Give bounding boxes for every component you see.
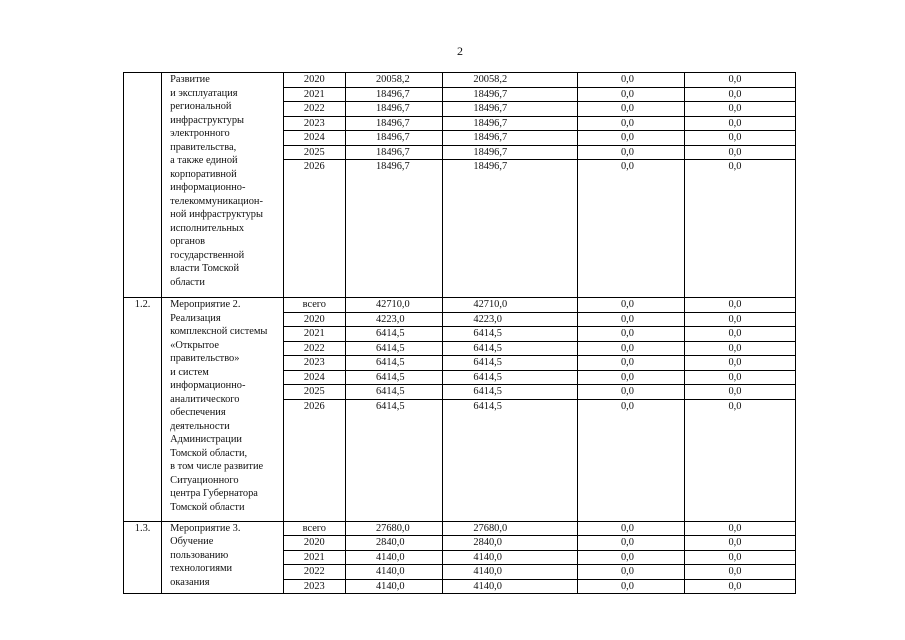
regional-budget-cell: 18496,7 xyxy=(443,145,578,160)
other-sources-cell: 0,0 xyxy=(685,579,796,594)
year-cell: 2023 xyxy=(283,579,345,594)
total-cell: 18496,7 xyxy=(345,102,442,117)
federal-budget-cell: 0,0 xyxy=(577,356,684,371)
item-number-cell: 1.3. xyxy=(124,521,162,594)
other-sources-cell: 0,0 xyxy=(685,385,796,400)
federal-budget-cell: 0,0 xyxy=(577,145,684,160)
regional-budget-cell: 4140,0 xyxy=(443,550,578,565)
other-sources-cell: 0,0 xyxy=(685,536,796,551)
other-sources-cell: 0,0 xyxy=(685,312,796,327)
table-row xyxy=(124,298,796,313)
year-cell: 2026 xyxy=(283,399,345,521)
total-cell: 6414,5 xyxy=(345,370,442,385)
total-cell: 6414,5 xyxy=(345,341,442,356)
item-name-cell: Мероприятие 3. Обучение пользованию технологиями оказания xyxy=(162,521,284,594)
regional-budget-cell: 18496,7 xyxy=(443,102,578,117)
item-name-cell: Развитие и эксплуатация региональной инфраструктуры электронного правительства, а также единой корпоративной информационно- телекоммуникацион- ной инфраструктуры исполнительных органов государственной власти Томской области xyxy=(162,73,284,298)
regional-budget-cell: 18496,7 xyxy=(443,160,578,298)
other-sources-cell: 0,0 xyxy=(685,73,796,88)
other-sources-cell: 0,0 xyxy=(685,116,796,131)
regional-budget-cell: 42710,0 xyxy=(443,298,578,313)
regional-budget-cell: 6414,5 xyxy=(443,356,578,371)
year-cell: 2020 xyxy=(283,73,345,88)
other-sources-cell: 0,0 xyxy=(685,565,796,580)
year-cell: всего xyxy=(283,298,345,313)
other-sources-cell: 0,0 xyxy=(685,341,796,356)
year-cell: 2021 xyxy=(283,327,345,342)
federal-budget-cell: 0,0 xyxy=(577,565,684,580)
other-sources-cell: 0,0 xyxy=(685,131,796,146)
year-cell: 2022 xyxy=(283,102,345,117)
total-cell: 6414,5 xyxy=(345,399,442,521)
other-sources-cell: 0,0 xyxy=(685,87,796,102)
other-sources-cell: 0,0 xyxy=(685,521,796,536)
federal-budget-cell: 0,0 xyxy=(577,550,684,565)
regional-budget-cell: 27680,0 xyxy=(443,521,578,536)
page-number: 2 xyxy=(457,44,463,58)
federal-budget-cell: 0,0 xyxy=(577,312,684,327)
regional-budget-cell: 18496,7 xyxy=(443,116,578,131)
federal-budget-cell: 0,0 xyxy=(577,536,684,551)
item-name-cell: Мероприятие 2. Реализация комплексной системы «Открытое правительство» и систем информационно- аналитического обеспечения деятельности Администрации Томской области, в том числе развитие Ситуационного центра Губернатора Томской области xyxy=(162,298,284,522)
regional-budget-cell: 4140,0 xyxy=(443,579,578,594)
regional-budget-cell: 2840,0 xyxy=(443,536,578,551)
total-cell: 27680,0 xyxy=(345,521,442,536)
other-sources-cell: 0,0 xyxy=(685,160,796,298)
year-cell: 2020 xyxy=(283,312,345,327)
total-cell: 6414,5 xyxy=(345,327,442,342)
federal-budget-cell: 0,0 xyxy=(577,399,684,521)
regional-budget-cell: 18496,7 xyxy=(443,87,578,102)
federal-budget-cell: 0,0 xyxy=(577,102,684,117)
federal-budget-cell: 0,0 xyxy=(577,579,684,594)
table-row xyxy=(124,73,796,88)
total-cell: 18496,7 xyxy=(345,131,442,146)
federal-budget-cell: 0,0 xyxy=(577,521,684,536)
total-cell: 20058,2 xyxy=(345,73,442,88)
total-cell: 18496,7 xyxy=(345,145,442,160)
item-number-cell xyxy=(124,73,162,298)
total-cell: 4140,0 xyxy=(345,579,442,594)
total-cell: 42710,0 xyxy=(345,298,442,313)
budget-table xyxy=(123,72,796,594)
year-cell: 2022 xyxy=(283,341,345,356)
regional-budget-cell: 6414,5 xyxy=(443,370,578,385)
year-cell: 2026 xyxy=(283,160,345,298)
year-cell: 2023 xyxy=(283,116,345,131)
year-cell: 2024 xyxy=(283,370,345,385)
other-sources-cell: 0,0 xyxy=(685,356,796,371)
regional-budget-cell: 6414,5 xyxy=(443,399,578,521)
year-cell: 2023 xyxy=(283,356,345,371)
regional-budget-cell: 6414,5 xyxy=(443,327,578,342)
federal-budget-cell: 0,0 xyxy=(577,160,684,298)
other-sources-cell: 0,0 xyxy=(685,327,796,342)
total-cell: 2840,0 xyxy=(345,536,442,551)
year-cell: 2020 xyxy=(283,536,345,551)
federal-budget-cell: 0,0 xyxy=(577,327,684,342)
total-cell: 4223,0 xyxy=(345,312,442,327)
total-cell: 6414,5 xyxy=(345,356,442,371)
total-cell: 6414,5 xyxy=(345,385,442,400)
regional-budget-cell: 6414,5 xyxy=(443,341,578,356)
year-cell: 2021 xyxy=(283,550,345,565)
federal-budget-cell: 0,0 xyxy=(577,385,684,400)
regional-budget-cell: 20058,2 xyxy=(443,73,578,88)
federal-budget-cell: 0,0 xyxy=(577,73,684,88)
other-sources-cell: 0,0 xyxy=(685,399,796,521)
item-number-cell: 1.2. xyxy=(124,298,162,522)
regional-budget-cell: 18496,7 xyxy=(443,131,578,146)
federal-budget-cell: 0,0 xyxy=(577,116,684,131)
regional-budget-cell: 4223,0 xyxy=(443,312,578,327)
regional-budget-cell: 6414,5 xyxy=(443,385,578,400)
year-cell: 2025 xyxy=(283,385,345,400)
year-cell: 2025 xyxy=(283,145,345,160)
other-sources-cell: 0,0 xyxy=(685,298,796,313)
year-cell: 2024 xyxy=(283,131,345,146)
regional-budget-cell: 4140,0 xyxy=(443,565,578,580)
federal-budget-cell: 0,0 xyxy=(577,87,684,102)
year-cell: 2022 xyxy=(283,565,345,580)
other-sources-cell: 0,0 xyxy=(685,370,796,385)
other-sources-cell: 0,0 xyxy=(685,102,796,117)
other-sources-cell: 0,0 xyxy=(685,145,796,160)
total-cell: 18496,7 xyxy=(345,160,442,298)
total-cell: 18496,7 xyxy=(345,116,442,131)
table-row xyxy=(124,521,796,536)
total-cell: 4140,0 xyxy=(345,550,442,565)
federal-budget-cell: 0,0 xyxy=(577,341,684,356)
federal-budget-cell: 0,0 xyxy=(577,298,684,313)
federal-budget-cell: 0,0 xyxy=(577,131,684,146)
federal-budget-cell: 0,0 xyxy=(577,370,684,385)
year-cell: всего xyxy=(283,521,345,536)
year-cell: 2021 xyxy=(283,87,345,102)
other-sources-cell: 0,0 xyxy=(685,550,796,565)
total-cell: 4140,0 xyxy=(345,565,442,580)
total-cell: 18496,7 xyxy=(345,87,442,102)
